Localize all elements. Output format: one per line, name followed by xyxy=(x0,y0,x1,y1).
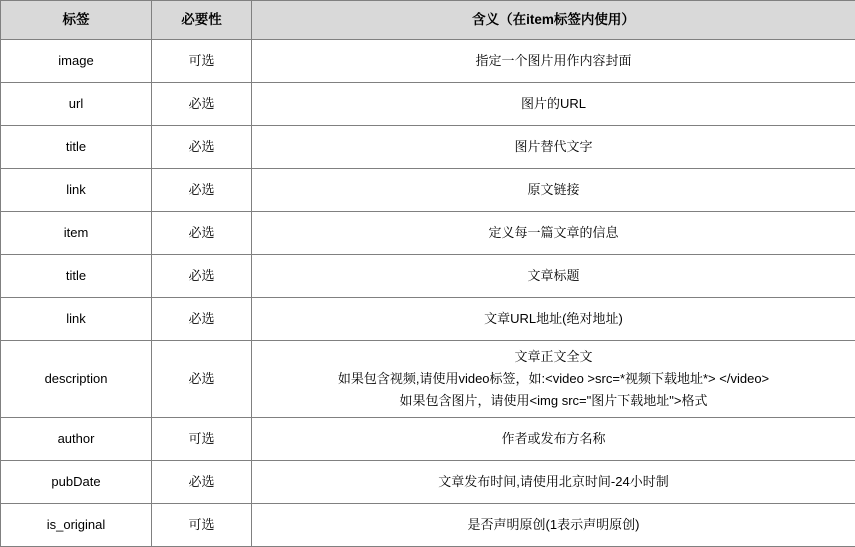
table-row xyxy=(1,255,855,298)
cell-tag: description xyxy=(1,341,152,418)
cell-tag: url xyxy=(1,83,152,126)
cell-requirement: 必选 xyxy=(152,255,252,298)
table-header-row xyxy=(1,1,855,40)
cell-requirement: 必选 xyxy=(152,212,252,255)
cell-meaning: 文章URL地址(绝对地址) xyxy=(252,298,855,341)
cell-requirement: 必选 xyxy=(152,83,252,126)
table-row xyxy=(1,40,855,83)
cell-tag: author xyxy=(1,418,152,461)
column-header-requirement: 必要性 xyxy=(152,1,252,40)
table-row xyxy=(1,126,855,169)
table-row xyxy=(1,298,855,341)
cell-tag: is_original xyxy=(1,504,152,547)
table-row xyxy=(1,504,855,547)
cell-meaning: 原文链接 xyxy=(252,169,855,212)
cell-tag: item xyxy=(1,212,152,255)
cell-requirement: 可选 xyxy=(152,504,252,547)
cell-meaning: 图片替代文字 xyxy=(252,126,855,169)
cell-meaning: 定义每一篇文章的信息 xyxy=(252,212,855,255)
cell-tag: link xyxy=(1,298,152,341)
cell-meaning xyxy=(252,341,855,418)
table-row xyxy=(1,169,855,212)
table-row xyxy=(1,341,855,418)
table-body xyxy=(1,40,855,547)
cell-meaning-line: 如果包含图片，请使用<img src="图片下载地址">格式 xyxy=(256,391,851,411)
table-row xyxy=(1,83,855,126)
cell-meaning: 指定一个图片用作内容封面 xyxy=(252,40,855,83)
cell-tag: title xyxy=(1,255,152,298)
cell-requirement: 可选 xyxy=(152,418,252,461)
cell-requirement: 必选 xyxy=(152,169,252,212)
cell-meaning-line: 文章正文全文 xyxy=(256,347,851,367)
table-row xyxy=(1,418,855,461)
cell-requirement: 必选 xyxy=(152,461,252,504)
cell-meaning: 文章发布时间,请使用北京时间-24小时制 xyxy=(252,461,855,504)
cell-tag: pubDate xyxy=(1,461,152,504)
column-header-meaning: 含义（在item标签内使用） xyxy=(252,1,855,40)
cell-requirement: 可选 xyxy=(152,40,252,83)
table-header xyxy=(1,1,855,40)
cell-tag: link xyxy=(1,169,152,212)
cell-tag: title xyxy=(1,126,152,169)
cell-meaning: 是否声明原创(1表示声明原创) xyxy=(252,504,855,547)
cell-meaning: 图片的URL xyxy=(252,83,855,126)
cell-tag: image xyxy=(1,40,152,83)
cell-meaning: 作者或发布方名称 xyxy=(252,418,855,461)
cell-meaning: 文章标题 xyxy=(252,255,855,298)
column-header-tag: 标签 xyxy=(1,1,152,40)
cell-requirement: 必选 xyxy=(152,341,252,418)
table-row xyxy=(1,212,855,255)
cell-requirement: 必选 xyxy=(152,126,252,169)
table-row xyxy=(1,461,855,504)
cell-requirement: 必选 xyxy=(152,298,252,341)
cell-meaning-line: 如果包含视频,请使用video标签，如:<video >src=*视频下载地址*> </video> xyxy=(256,369,851,389)
